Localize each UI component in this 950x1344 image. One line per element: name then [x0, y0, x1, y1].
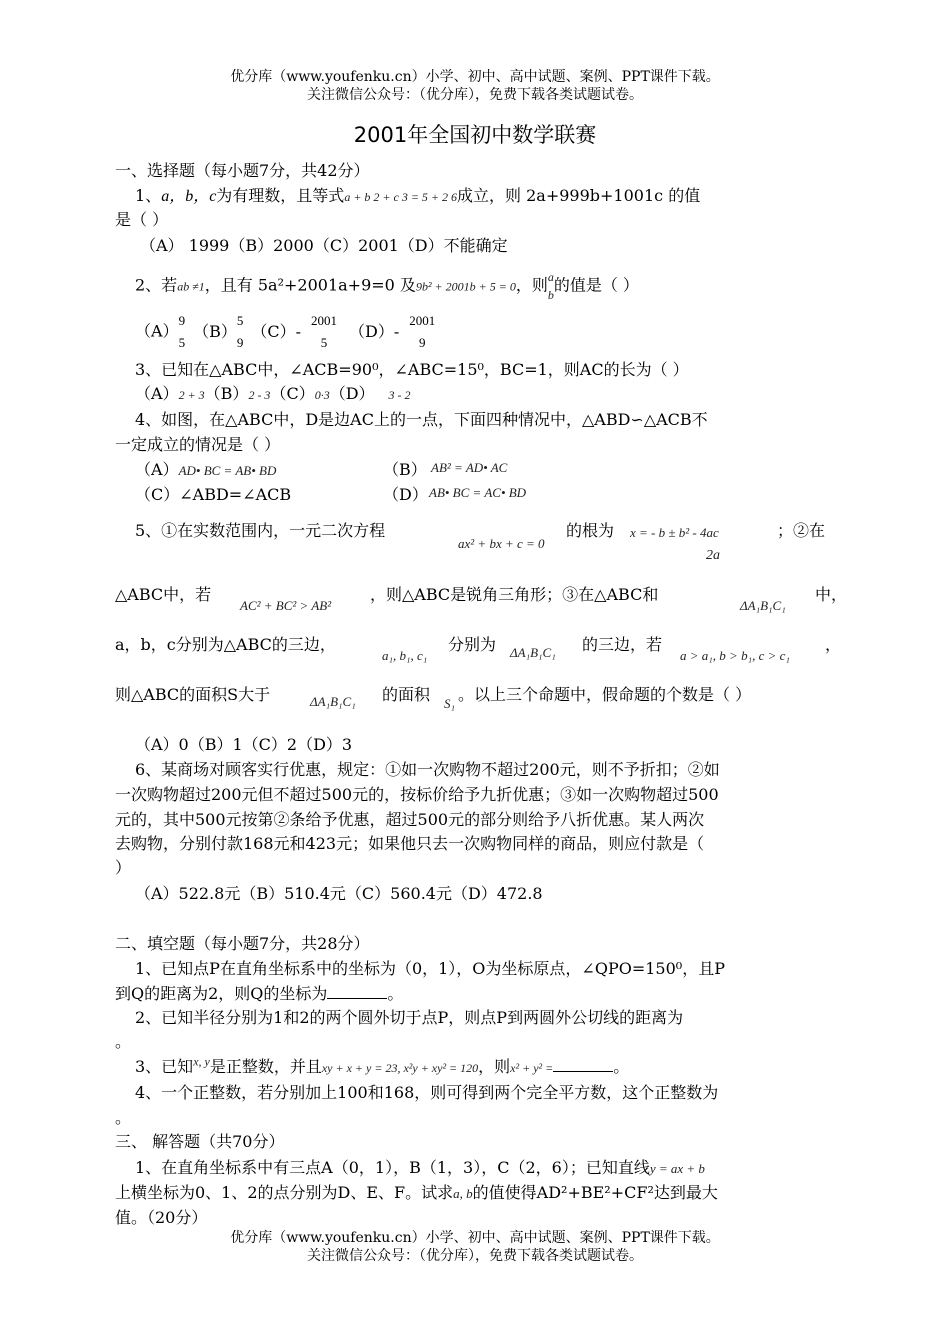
q5-line-4b: 的面积: [382, 685, 431, 704]
q5-line-4: 则△ABC的面积S大于: [115, 685, 271, 704]
q3-option-d: 3 - 2: [388, 388, 411, 402]
q2-option-b: 5 9: [236, 313, 244, 350]
q5-quadratic: ax² + bx + c = 0: [458, 536, 545, 551]
q4-option-c: （C）∠ABD=∠ACB: [135, 485, 292, 504]
q3-option-a: 2 + 3: [178, 388, 205, 402]
q5-line-1: 5、①在实数范围内，一元二次方程: [135, 521, 386, 540]
q5-text-2: ；②在: [777, 521, 826, 540]
q3-option-c: 0·3: [314, 388, 330, 402]
q4-option-d: AB• BC = AC• BD: [429, 485, 527, 500]
q1-line: [135, 183, 860, 206]
fill-q3-equations: xy + x + y = 23, x²y + xy² = 120: [321, 1061, 479, 1075]
fill-q1-line-2: 到Q的距离为2，则Q的坐标为 。: [115, 984, 404, 1003]
q6-options: （A）522.8元（B）510.4元（C）560.4元（D）472.8: [135, 884, 543, 903]
q1-number: 1、: [135, 186, 162, 205]
q2-fraction: a b: [547, 270, 554, 302]
fill-q1-line-1: 1、已知点P在直角坐标系中的坐标为（0，1），O为坐标原点，∠QPO=150⁰，且P: [135, 959, 725, 978]
q2-condition: ab ≠1: [177, 279, 205, 294]
q5-options: （A）0（B）1（C）2（D）3: [135, 735, 353, 754]
q1-vars: a，b，c: [161, 188, 217, 205]
q2-option-c: 2001 5: [310, 313, 337, 350]
section3-heading: 三、 解答题（共70分）: [115, 1132, 285, 1151]
solve-q1-line-1: 1、在直角坐标系中有三点A（0，1），B（1，3），C（2，6）；已知直线y = ax + b: [135, 1158, 705, 1177]
q6-line-4: 去购物，分别付款168元和423元；如果他只去一次购物同样的商品，则应付款是（: [115, 834, 705, 853]
q2-option-a: 9 5: [178, 313, 186, 350]
q2-line: [135, 268, 860, 304]
q4-option-a: AD• BC = AB• BD: [178, 463, 277, 478]
solve-q1-line-3: 值。（20分）: [115, 1208, 208, 1227]
q5-root-denominator: 2a: [706, 548, 720, 563]
q3-option-b: 2 - 3: [248, 388, 271, 402]
q1-cont: 是（ ）: [115, 210, 169, 229]
q2-options: （A） 9 5 （B） 5 9 （C）- 2001 5 （D）- 2001 9: [135, 310, 860, 354]
q1-text-end: 成立，则 2a+999b+1001c 的值: [457, 186, 701, 205]
q4-options-cd: （C）∠ABD=∠ACB （D） AB• BC = AC• BD: [135, 485, 527, 504]
section2-heading: 二、填空题（每小题7分，共28分）: [115, 934, 370, 953]
q4-options-ab: （A）AD• BC = AB• BD （B） AB² = AD• AC: [135, 460, 508, 479]
solve-q1-line-equation: y = ax + b: [649, 1161, 705, 1176]
q2-text-mid: ，且有 5a²+2001a+9=0 及: [204, 275, 416, 295]
q4-option-b: AB² = AD• AC: [431, 460, 508, 475]
q6-line-3: 元的，其中500元按第②条给予优惠，超过500元的部分则给予八折优惠。某人两次: [115, 810, 705, 829]
answer-blank[interactable]: [327, 984, 387, 999]
q3-options: （A）2 + 3（B）2 - 3（C）0·3（D） 3 - 2: [135, 384, 411, 403]
q5-text-root: 的根为: [566, 521, 615, 540]
q5-line-2c: 中，: [815, 585, 848, 604]
q3-line: 3、已知在△ABC中，∠ACB=90⁰，∠ABC=15⁰，BC=1，则AC的长为（ ）: [135, 360, 689, 379]
q4-line: 4、如图，在△ABC中，D是边AC上的一点，下面四种情况中，△ABD∽△ACB不: [135, 410, 708, 429]
q5-line-3d: ，: [825, 635, 842, 654]
header-line-2: 关注微信公众号：（优分库），免费下载各类试题试卷。: [307, 87, 643, 103]
fill-q2-line-1: 2、已知半径分别为1和2的两个圆外切于点P，则点P到两圆外公切线的距离为: [135, 1008, 684, 1027]
footer-line-1: 优分库（www.youfenku.cn）小学、初中、高中试题、案例、PPT课件下载。: [230, 1230, 720, 1246]
q2-text: 2、若: [135, 275, 178, 295]
q5-line-3c: 的三边，若: [582, 635, 663, 654]
fill-q3-ask: x² + y² =: [510, 1061, 554, 1075]
q5-area-s1: S₁: [444, 696, 456, 711]
q4-cont: 一定成立的情况是（ ）: [115, 435, 281, 454]
page-title: 2001年全国初中数学联赛: [353, 123, 597, 147]
q5-triangle-2: ΔA₁B₁C₁: [510, 645, 556, 660]
q5-line-3: a，b，c分别为△ABC的三边，: [115, 635, 336, 654]
q1-text: 为有理数，且等式: [216, 186, 345, 205]
fill-q3-line: 3、已知$^{x, y}$是正整数，并且xy + x + y = 23, x²y + xy² = 120，则x² + y² = 。: [135, 1054, 630, 1076]
q5-line-3b: 分别为: [448, 635, 497, 654]
solve-q1-vars: a, b: [453, 1186, 473, 1201]
q2-option-d: 2001 9: [409, 313, 436, 350]
fill-q3-vars: x, y: [193, 1054, 210, 1069]
q6-line-2: 一次购物超过200元但不超过500元的，按标价给予九折优惠；③如一次购物超过500: [115, 785, 719, 804]
q5-root-formula: x = - b ± b² - 4ac: [630, 525, 719, 540]
q5-triangle-1: ΔA₁B₁C₁: [740, 598, 786, 613]
q5-line-2: △ABC中，若: [115, 585, 212, 604]
q2-text-tail: 的值是（ ）: [553, 275, 639, 295]
q5-comparison: a > a₁, b > b₁, c > c₁: [680, 648, 790, 663]
section1-heading: 一、选择题（每小题7分，共42分）: [115, 161, 370, 180]
q2-text-post: ，则: [515, 275, 548, 295]
q6-line-5: ）: [115, 858, 132, 877]
fill-q4-line-2: 。: [115, 1108, 132, 1127]
header-line-1: 优分库（www.youfenku.cn）小学、初中、高中试题、案例、PPT课件下载。: [230, 69, 720, 85]
solve-q1-line-2: 上横坐标为0、1、2的点分别为D、E、F。试求a, b的值使得AD²+BE²+CF²达到最大: [115, 1183, 718, 1202]
q5-sides: a₁, b₁, c₁: [382, 648, 428, 663]
q2-equation: 9b² + 2001b + 5 = 0: [415, 279, 516, 294]
q5-triangle-3: ΔA₁B₁C₁: [310, 694, 356, 709]
answer-blank[interactable]: [553, 1057, 613, 1072]
q1-options: （A） 1999（B）2000（C）2001（D）不能确定: [140, 236, 508, 255]
q5-inequality: AC² + BC² > AB²: [240, 598, 332, 613]
fill-q2-line-2: 。: [115, 1032, 132, 1051]
footer-line-2: 关注微信公众号：（优分库），免费下载各类试题试卷。: [307, 1248, 643, 1264]
q1-equation: a + b 2 + c 3 = 5 + 2 6: [344, 190, 458, 204]
q6-line-1: 6、某商场对顾客实行优惠，规定：①如一次购物不超过200元，则不予折扣；②如: [135, 760, 720, 779]
q5-line-4c: 。以上三个命题中，假命题的个数是（ ）: [458, 685, 752, 704]
q5-line-2b: ，则△ABC是锐角三角形；③在△ABC和: [370, 585, 659, 604]
fill-q4-line-1: 4、一个正整数，若分别加上100和168，则可得到两个完全平方数，这个正整数为: [135, 1083, 719, 1102]
